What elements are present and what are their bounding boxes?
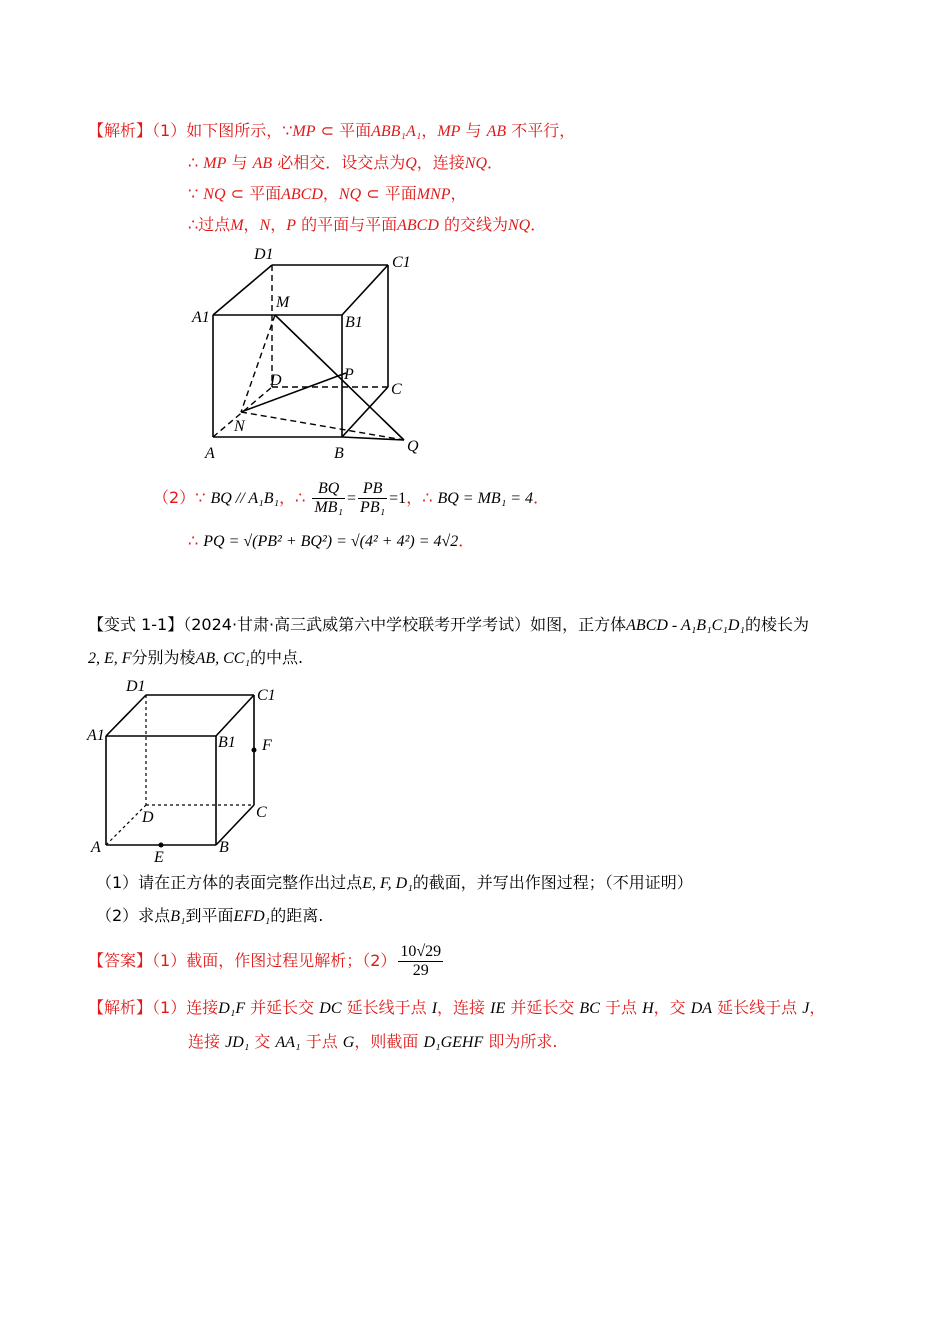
s1-line6: ∴ PQ = √(PB² + BQ²) = √(4² + 4²) = 4√2．: [188, 531, 475, 550]
edge-A-D-hidden: [106, 805, 146, 845]
s2-sol2: 连接 JD₁ 交 AA₁ 于点 G，则截面 D₁GEHF 即为所求.: [188, 1032, 558, 1051]
label-D: D: [142, 809, 154, 826]
edge-A1-D1: [106, 695, 146, 736]
label-N: N: [234, 418, 245, 435]
label-C: C: [391, 381, 402, 398]
answer-fraction: $\frac{10√29}{29}$: [400, 943, 442, 979]
answer-label: 【答案】: [88, 951, 153, 970]
label-D: D: [270, 372, 282, 389]
label-F: F: [262, 737, 272, 754]
label-C: C: [256, 804, 267, 821]
segment-M-N-hidden: [241, 315, 275, 412]
s2-answer: 【答案】（1）截面，作图过程见解析；（2） $\frac{10√29}{29}$: [88, 943, 442, 979]
s2-sol1: 【解析】（1）连接D₁F 并延长交 DC 延长线于点 I，连接 IE 并延长交 BC 于点 H，交 DA 延长线于点 J，: [88, 998, 826, 1017]
edge-B-C: [342, 387, 388, 437]
label-B: B: [219, 839, 229, 856]
edge-B1-C1: [216, 695, 254, 736]
label-C1: C1: [257, 687, 276, 704]
edge-B1-C1: [342, 265, 388, 315]
point-F: [252, 748, 257, 753]
label-P: P: [344, 366, 354, 383]
s1-line1: 【解析】（1）如下图所示，∵MP ⊂ 平面ABB₁A₁，MP 与 AB 不平行，: [88, 121, 576, 140]
figure-cube-1: [185, 240, 425, 465]
label-B1: B1: [218, 734, 236, 751]
label-B: B: [334, 445, 344, 462]
figure-cube-2: [85, 672, 285, 867]
solution-label-2: 【解析】: [88, 998, 153, 1017]
s2-title: 【变式 1-1】（2024·甘肃·高三武威第六中学校联考开学考试）如图，正方体ABCD - A₁B₁C₁D₁的棱长为: [88, 615, 809, 634]
s2-q1: （1）请在正方体的表面完整作出过点E, F, D₁的截面，并写出作图过程；（不用证明）: [96, 873, 693, 892]
s1-line5: （2）∵ BQ // A₁B₁，∴ $\frac{BQ}{\text{MB₁}}$ = $\frac{PB}{\text{PB₁}}$ =1，∴ BQ = MB₁ = 4．: [153, 480, 550, 516]
variant-label: 【变式 1-1】: [88, 615, 184, 634]
solution-label: 【解析】: [88, 121, 153, 140]
s1-line2: ∴ MP 与 AB 必相交．设交点为Q，连接NQ．: [188, 153, 504, 172]
label-A: A: [91, 839, 101, 856]
label-M: M: [276, 294, 290, 311]
label-A1: A1: [192, 309, 210, 326]
s1-line4: ∴过点M，N，P 的平面与平面ABCD 的交线为NQ．: [188, 215, 547, 234]
label-B1: B1: [345, 314, 363, 331]
segment-N-P: [241, 373, 346, 412]
fraction-pb-pb1: $\frac{PB}{\text{PB₁}}$: [360, 480, 386, 516]
label-C1: C1: [392, 254, 411, 271]
edge-A1-D1: [213, 265, 272, 315]
s2-q2: （2）求点B₁到平面EFD₁的距离.: [96, 906, 324, 925]
label-D1: D1: [254, 246, 274, 263]
label-Q: Q: [407, 438, 419, 455]
label-E: E: [154, 849, 164, 866]
s2-line2: 2, E, F分别为棱AB, CC₁的中点.: [88, 648, 304, 667]
s1-line3: ∵ NQ ⊂ 平面ABCD，NQ ⊂ 平面MNP，: [188, 184, 467, 203]
point-E: [159, 843, 164, 848]
label-A: A: [205, 445, 215, 462]
fraction-bq-mb1: $\frac{BQ}{\text{MB₁}}$: [314, 480, 344, 516]
label-A1: A1: [87, 727, 105, 744]
label-D1: D1: [126, 678, 146, 695]
